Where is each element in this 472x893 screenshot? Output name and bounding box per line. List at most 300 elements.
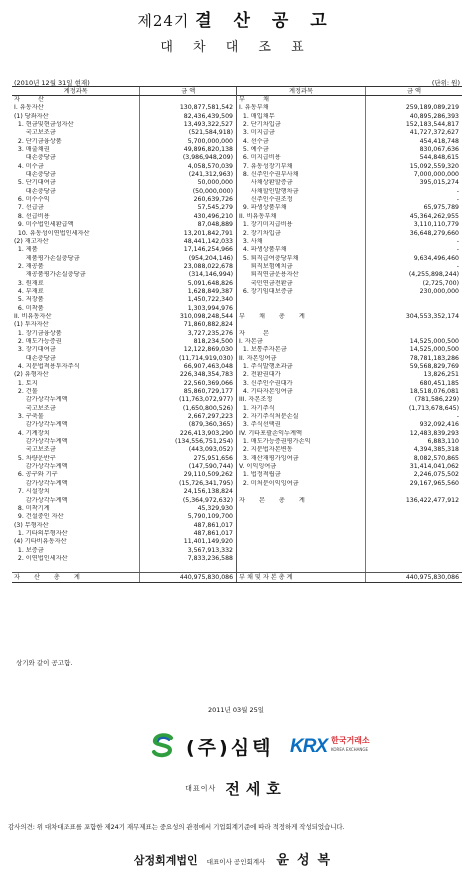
account-name: 2. 장기차입금: [239, 229, 281, 237]
table-row: [12, 154, 236, 162]
table-row: [12, 513, 236, 521]
amount-cell: 29,167,965,560: [365, 480, 462, 488]
amount-cell: 395,015,274: [365, 179, 462, 187]
table-row: [12, 263, 236, 271]
table-row: [237, 96, 462, 104]
account-name: 국고보조금: [14, 446, 56, 454]
amount-cell: 932,092,416: [365, 421, 462, 429]
account-name: IV. 기타포괄손익누계액: [239, 429, 302, 437]
amount-cell: [365, 513, 462, 521]
table-row: [12, 246, 236, 254]
account-name: 8. 신주인수권부사채: [239, 171, 299, 179]
account-name: 1. 장기미지급비용: [239, 221, 293, 229]
account-name: 2. 이연법인세자산: [14, 554, 68, 562]
table-row: [237, 330, 462, 338]
account-name: [237, 505, 365, 513]
amount-cell: 4,058,570,039: [139, 163, 236, 171]
amount-cell: 36,648,279,660: [365, 230, 462, 238]
account-name: 2. 건물: [14, 388, 38, 396]
as-of-date: (2010년 12월 31일 현재): [14, 79, 90, 87]
table-row: [237, 421, 462, 429]
table-row: [12, 204, 236, 212]
amount-cell: 226,413,903,290: [139, 430, 236, 438]
account-name: 6. 미수수익: [14, 196, 50, 204]
table-row: [237, 455, 462, 463]
amount-cell: 7,833,236,588: [139, 555, 236, 563]
table-row: [237, 538, 462, 546]
krx-korean-name: 한국거래소: [331, 736, 370, 745]
amount-cell: 59,568,829,769: [365, 363, 462, 371]
table-row: [237, 138, 462, 146]
amount-cell: 8,082,570,865: [365, 455, 462, 463]
table-row: [237, 388, 462, 396]
table-row: [12, 355, 236, 363]
table-row: [237, 363, 462, 371]
amount-cell: 6,883,110: [365, 438, 462, 446]
account-name: [237, 547, 365, 555]
amount-cell: 5,790,109,700: [139, 513, 236, 521]
amount-cell: 152,183,544,817: [365, 121, 462, 129]
amount-cell: 14,525,000,500: [365, 338, 462, 346]
table-row: [12, 547, 236, 555]
amount-cell: 3,110,110,779: [365, 221, 462, 229]
table-row: [12, 388, 236, 396]
amount-cell: (3,986,948,209): [139, 154, 236, 162]
amount-cell: 87,048,889: [139, 221, 236, 229]
account-name: 7. 시설장치: [14, 488, 50, 496]
account-name: I. 자본금: [239, 337, 263, 345]
table-row: [12, 446, 236, 454]
amount-cell: (314,146,994): [139, 271, 236, 279]
account-name: 5. 저장품: [14, 296, 44, 304]
ceo-label: 대표이사: [185, 784, 217, 793]
account-name: 1. 토지: [14, 379, 38, 387]
audit-opinion: 감사의견: 위 대차대조표를 포함한 제24기 재무제표는 중요성의 관점에서 기업회계기준에 따라 적정하게 작성되었습니다.: [8, 823, 345, 831]
account-name: 1. 자기주식: [239, 404, 275, 412]
amount-cell: (5,364,972,632): [139, 497, 236, 505]
amount-cell: 71,860,882,824: [139, 321, 236, 329]
account-name: [237, 555, 365, 563]
amount-cell: [365, 321, 462, 329]
amount-cell: 2,667,297,223: [139, 413, 236, 421]
auditor-name: 윤성복: [276, 853, 339, 868]
table-row: [237, 471, 462, 479]
table-row: [237, 313, 462, 321]
header-account: 계정과목: [289, 88, 313, 95]
amount-cell: 45,329,930: [139, 505, 236, 513]
table-row: [237, 171, 462, 179]
table-row: [12, 371, 236, 379]
total-liabilities-equity-row: [237, 572, 462, 582]
amount-cell: (15,726,341,795): [139, 480, 236, 488]
table-row: [237, 288, 462, 296]
account-name: [237, 563, 365, 571]
amount-cell: [365, 555, 462, 563]
account-name: 1. 법정적립금: [239, 471, 281, 479]
table-row: [12, 321, 236, 329]
table-row: [237, 480, 462, 488]
amount-cell: [365, 330, 462, 338]
amount-cell: 130,877,581,542: [139, 104, 236, 112]
amount-cell: (11,714,919,030): [139, 355, 236, 363]
table-row: [12, 138, 236, 146]
table-row: [12, 346, 236, 354]
table-row: [12, 363, 236, 371]
account-name: 9. 파생상품부채: [239, 204, 287, 212]
amount-cell: [365, 488, 462, 496]
account-name: 8. 미착기계: [14, 504, 50, 512]
table-row: [237, 271, 462, 279]
krx-english-name: KOREA EXCHANGE: [331, 747, 368, 752]
amount-cell: (11,763,072,977): [139, 396, 236, 404]
table-row: [12, 413, 236, 421]
amount-cell: 487,861,017: [139, 522, 236, 530]
account-name: 대손충당금: [14, 354, 56, 362]
account-name: (2) 재고자산: [14, 237, 49, 245]
table-row: [12, 555, 236, 563]
account-name: 1. 제품: [14, 246, 38, 254]
account-name: 9. 건설중인 자산: [14, 513, 64, 521]
table-row: [12, 163, 236, 171]
table-row: [12, 113, 236, 121]
amount-cell: 41,727,372,627: [365, 129, 462, 137]
account-name: (4) 기타비유동자산: [14, 538, 67, 546]
account-name: II. 비유동자산: [14, 312, 52, 320]
account-name: 5. 예수금: [239, 146, 269, 154]
table-row: [237, 547, 462, 555]
account-name: [237, 488, 365, 496]
table-row: [12, 421, 236, 429]
amount-cell: [365, 563, 462, 571]
logo-bar: [0, 730, 472, 770]
assets-rows: [12, 96, 236, 572]
account-name: 1. 기타의무형자산: [14, 529, 68, 537]
table-row: [12, 455, 236, 463]
table-row: [12, 230, 236, 238]
account-name: 1. 매도가능증권평가손익: [239, 438, 311, 446]
table-row: [237, 146, 462, 154]
amount-cell: 7,000,000,000: [365, 171, 462, 179]
table-row: [237, 221, 462, 229]
account-name: 2. 재공품: [14, 262, 44, 270]
amount-cell: 260,639,726: [139, 196, 236, 204]
account-name: 8. 선급비용: [14, 212, 50, 220]
amount-cell: 13,826,251: [365, 371, 462, 379]
company-name: (주)심텍: [186, 737, 274, 759]
account-name: 2. 전환권대가: [239, 371, 281, 379]
account-name: 감가상각누계액: [14, 479, 68, 487]
amount-cell: 230,000,000: [365, 288, 462, 296]
account-name: 1. 매입채무: [239, 112, 275, 120]
table-row: [237, 530, 462, 538]
account-name: 자 본 총 계: [239, 496, 311, 504]
amount-cell: 13,201,842,791: [139, 230, 236, 238]
account-name: 퇴직연금운용자산: [239, 271, 299, 279]
auditor-signature: [0, 849, 472, 868]
amount-cell: [139, 96, 236, 104]
table-row: [12, 530, 236, 538]
account-name: 4. 선수금: [239, 137, 269, 145]
account-name: 신주인수권조정: [239, 196, 293, 204]
amount-cell: 78,781,183,286: [365, 355, 462, 363]
account-name: I. 유동부채: [239, 104, 269, 112]
account-name: [237, 538, 365, 546]
amount-cell: 23,088,022,678: [139, 263, 236, 271]
account-name: 4. 기타자본잉여금: [239, 388, 293, 396]
amount-cell: [365, 538, 462, 546]
table-row: [237, 263, 462, 271]
amount-cell: 226,348,354,783: [139, 371, 236, 379]
amount-cell: 2,246,075,502: [365, 471, 462, 479]
account-name: 감가상각누계액: [14, 463, 68, 471]
account-name: 제품평가손실충당금: [14, 254, 80, 262]
amount-cell: [365, 296, 462, 304]
table-row: [12, 563, 236, 571]
amount-cell: 48,441,142,033: [139, 238, 236, 246]
account-name: 감가상각누계액: [14, 496, 68, 504]
account-name: 1. 주식발행초과금: [239, 363, 293, 370]
account-name: 2. 매도가능증권: [14, 337, 62, 345]
table-row: [237, 430, 462, 438]
table-row: [237, 204, 462, 212]
table-row: [237, 129, 462, 137]
total-amount: 440,975,830,086: [139, 573, 236, 582]
table-row: [12, 96, 236, 104]
table-row: [237, 396, 462, 404]
amount-cell: (954,204,146): [139, 255, 236, 263]
table-row: [237, 380, 462, 388]
table-row: [12, 146, 236, 154]
account-name: [237, 321, 365, 329]
account-name: 5. 차량운반구: [14, 454, 56, 462]
table-row: [12, 221, 236, 229]
table-row: [12, 405, 236, 413]
account-name: 1. 보통주자본금: [239, 346, 287, 354]
amount-cell: (521,584,918): [139, 129, 236, 137]
amount-cell: (781,586,229): [365, 396, 462, 404]
account-name: 사채할인발행차금: [239, 187, 299, 195]
table-row: [12, 129, 236, 137]
table-row: [12, 179, 236, 187]
table-row: [237, 163, 462, 171]
notice-title: [0, 6, 472, 31]
account-name: 4. 기계장치: [14, 429, 50, 437]
table-row: [237, 438, 462, 446]
amount-cell: 50,000,000: [139, 179, 236, 187]
amount-cell: 45,364,262,955: [365, 213, 462, 221]
amount-cell: 14,525,000,500: [365, 346, 462, 354]
amount-cell: 1,450,722,340: [139, 296, 236, 304]
amount-cell: 4,394,385,318: [365, 446, 462, 454]
table-row: [12, 305, 236, 313]
table-row: [237, 555, 462, 563]
table-row: [237, 104, 462, 112]
account-name: 2. 단기금융상품: [14, 137, 62, 145]
amount-cell: 680,451,185: [365, 380, 462, 388]
amount-cell: (2,725,700): [365, 280, 462, 288]
table-row: [12, 213, 236, 221]
table-row: [12, 196, 236, 204]
account-name: 10. 유동성이연법인세자산: [14, 229, 90, 237]
account-name: 감가상각누계액: [14, 421, 68, 429]
account-name: 2. 단기차입금: [239, 121, 281, 129]
table-row: [237, 413, 462, 421]
amount-cell: 3,727,235,276: [139, 330, 236, 338]
amount-cell: (443,093,052): [139, 446, 236, 454]
ceo-signature: [0, 778, 472, 799]
account-name: [237, 305, 365, 313]
table-row: [237, 121, 462, 129]
account-name: 부 채: [239, 96, 277, 103]
account-name: 부 채 총 계: [239, 312, 311, 320]
amount-cell: [365, 305, 462, 313]
table-row: [12, 438, 236, 446]
table-row: [237, 497, 462, 505]
table-row: [237, 305, 462, 313]
account-name: (1) 투자자산: [14, 321, 49, 329]
amount-cell: 40,895,286,393: [365, 113, 462, 121]
account-name: 6. 미착품: [14, 304, 44, 312]
account-name: 6. 미지급비용: [239, 154, 281, 162]
table-row: [237, 154, 462, 162]
amount-cell: -: [365, 238, 462, 246]
amount-cell: (50,000,000): [139, 188, 236, 196]
amount-cell: 9,634,496,460: [365, 255, 462, 263]
amount-cell: (1,650,800,526): [139, 405, 236, 413]
account-name: 6. 장기임대보증금: [239, 287, 293, 295]
amount-cell: 29,110,509,262: [139, 471, 236, 479]
amount-cell: 82,436,439,509: [139, 113, 236, 121]
table-row: [12, 255, 236, 263]
amount-cell: 544,848,615: [365, 154, 462, 162]
amount-cell: 65,975,789: [365, 204, 462, 212]
account-name: 6. 공구와 기구: [14, 471, 58, 479]
account-name: [12, 563, 139, 571]
table-row: [237, 255, 462, 263]
notice-date: 2011년 03월 25일: [207, 706, 265, 714]
table-row: [237, 213, 462, 221]
table-row: [237, 179, 462, 187]
amount-cell: 430,496,210: [139, 213, 236, 221]
amount-cell: -: [365, 246, 462, 254]
unit-label: (단위: 원): [431, 79, 460, 87]
amount-cell: 49,896,820,138: [139, 146, 236, 154]
table-row: [237, 196, 462, 204]
total-label: 부 채 및 자 본 총 계: [239, 573, 293, 581]
account-name: 퇴직보험예치금: [239, 262, 293, 270]
simmtech-logo-icon: [148, 730, 178, 760]
amount-cell: 22,560,369,066: [139, 380, 236, 388]
account-name: 사채상환할증금: [239, 179, 293, 187]
liabilities-equity-column: [237, 87, 462, 582]
account-name: [237, 296, 365, 304]
assets-column: [12, 87, 237, 582]
table-row: [237, 563, 462, 571]
account-name: II. 비유동부채: [239, 212, 277, 220]
balance-sheet-table: [12, 86, 462, 583]
table-row: [12, 396, 236, 404]
amount-cell: 31,414,041,062: [365, 463, 462, 471]
table-row: [237, 238, 462, 246]
account-name: 3. 재산재평가잉여금: [239, 454, 299, 462]
account-name: 9. 미수법인세환급액: [14, 221, 74, 229]
table-header: [237, 87, 462, 96]
amount-cell: 17,146,254,966: [139, 246, 236, 254]
account-name: 국고보조금: [14, 404, 56, 412]
account-name: 3. 원재료: [14, 279, 44, 287]
account-name: V. 이익잉여금: [239, 463, 277, 471]
table-row: [237, 346, 462, 354]
table-row: [237, 505, 462, 513]
account-name: II. 자본잉여금: [239, 354, 277, 362]
account-name: (3) 무형자산: [14, 521, 49, 529]
account-name: 1. 장기금융상품: [14, 329, 62, 337]
table-row: [12, 505, 236, 513]
account-name: 2. 자기주식처분손실: [239, 413, 299, 421]
table-row: [12, 538, 236, 546]
amount-cell: (241,312,963): [139, 171, 236, 179]
table-row: [12, 497, 236, 505]
table-row: [12, 171, 236, 179]
table-row: [12, 121, 236, 129]
amount-cell: 5,091,648,826: [139, 280, 236, 288]
amount-cell: 454,418,748: [365, 138, 462, 146]
total-amount: 440,975,830,086: [365, 573, 462, 582]
term-label: 제24기: [137, 12, 190, 30]
krx-logo: [290, 736, 327, 758]
amount-cell: 24,156,138,824: [139, 488, 236, 496]
krx-logo-text: KRX: [290, 736, 328, 757]
table-row: [237, 446, 462, 454]
table-row: [12, 188, 236, 196]
closing-statement: 상기와 같이 공고함.: [16, 659, 73, 667]
account-name: 재공품평가손실충당금: [14, 271, 86, 279]
amount-cell: 85,860,729,177: [139, 388, 236, 396]
amount-cell: (879,360,365): [139, 421, 236, 429]
account-name: 국고보조금: [14, 129, 56, 137]
amount-cell: 5,700,000,000: [139, 138, 236, 146]
account-name: 2. 미처분이익잉여금: [239, 479, 299, 487]
table-row: [12, 288, 236, 296]
account-name: 2. 지분법자본변동: [239, 446, 293, 454]
table-row: [237, 230, 462, 238]
table-row: [237, 188, 462, 196]
account-name: (1) 당좌자산: [14, 112, 49, 120]
amount-cell: 487,861,017: [139, 530, 236, 538]
table-row: [12, 480, 236, 488]
account-name: 3. 매출채권: [14, 146, 50, 154]
account-name: 1. 보증금: [14, 546, 44, 554]
account-name: 3. 미지급금: [239, 129, 275, 137]
table-row: [12, 104, 236, 112]
title-text: 결 산 공 고: [195, 11, 335, 31]
amount-cell: [365, 530, 462, 538]
amount-cell: (147,590,744): [139, 463, 236, 471]
account-name: 대손충당금: [14, 154, 56, 162]
table-row: [237, 371, 462, 379]
amount-cell: [365, 522, 462, 530]
table-row: [12, 271, 236, 279]
amount-cell: 15,092,559,320: [365, 163, 462, 171]
amount-cell: (134,556,751,254): [139, 438, 236, 446]
amount-cell: 18,518,076,081: [365, 388, 462, 396]
table-row: [12, 463, 236, 471]
account-name: (2) 유형자산: [14, 371, 49, 379]
auditor-label: 대표이사 공인회계사: [206, 858, 266, 866]
table-row: [237, 488, 462, 496]
table-row: [237, 296, 462, 304]
account-name: 7. 선급금: [14, 204, 44, 212]
